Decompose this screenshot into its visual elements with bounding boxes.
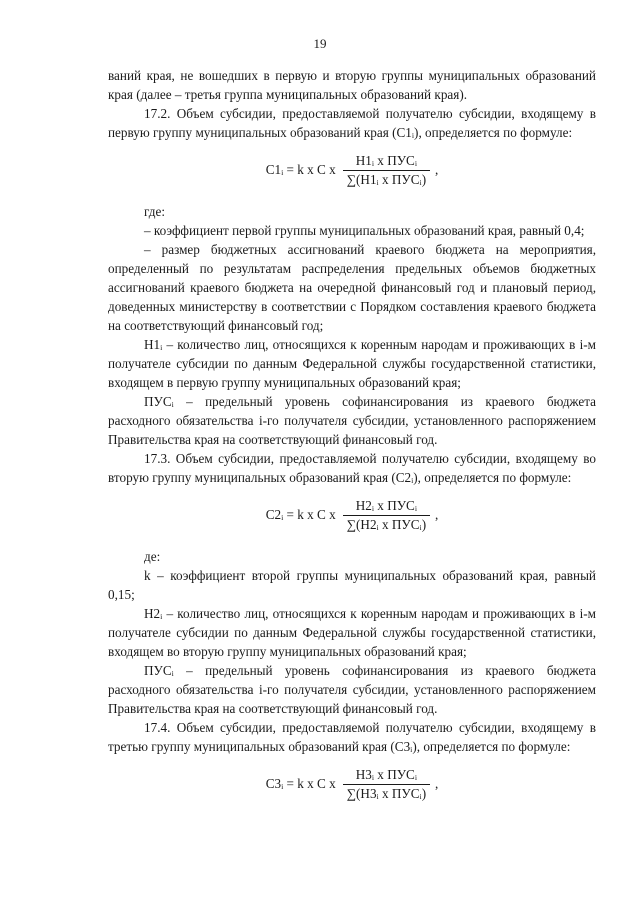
- formula-numerator: Н2ᵢ x ПУСᵢ: [355, 497, 418, 513]
- paragraph: – коэффициент первой группы муниципальных образований края, равный 0,4;: [144, 223, 585, 238]
- formula: [108, 148, 596, 192]
- paragraph: 17.4. Объем субсидии, предоставляемой получателю субсидии, входящему в третью группу муниципальных образований края (С3ᵢ), определяется по формуле:: [108, 720, 596, 754]
- formula-denominator: ∑(Н3ᵢ x ПУСᵢ): [343, 784, 430, 802]
- paragraph: ваний края, не вошедших в первую и вторую группы муниципальных образований края (далее – третья группа муниципальных образований края).: [108, 68, 596, 102]
- formula-denominator: ∑(Н2ᵢ x ПУСᵢ): [343, 515, 430, 533]
- formula-fraction: [342, 767, 431, 802]
- paragraph: Н2ᵢ – количество лиц, относящихся к коренным народам и проживающих в i-м получателе субсидии по данным Федеральной службы государственной статистики, входящем во вторую группу муниципальных образований края;: [108, 606, 596, 659]
- formula-denominator: ∑(Н1ᵢ x ПУСᵢ): [343, 170, 430, 188]
- formula-numerator: Н1ᵢ x ПУСᵢ: [355, 152, 418, 168]
- paragraph: ПУСᵢ – предельный уровень софинансирования из краевого бюджета расходного обязательства i-го получателя субсидии, установленного распоряжением Правительства края на соответствующий финансовый год.: [108, 394, 596, 447]
- paragraph: k – коэффициент второй группы муниципальных образований края, равный 0,15;: [108, 568, 596, 602]
- formula-punctuation: ,: [435, 162, 439, 177]
- document-body: [108, 66, 596, 816]
- paragraph: Н1ᵢ – количество лиц, относящихся к коренным народам и проживающих в i-м получателе субсидии по данным Федеральной службы государственной статистики, входящем в первую группу муниципальных образований края;: [108, 337, 596, 390]
- formula-punctuation: ,: [435, 776, 439, 791]
- page-number: 19: [313, 36, 327, 51]
- formula: [108, 762, 596, 806]
- formula: [108, 493, 596, 537]
- formula-lhs: С2ᵢ = k x С x: [265, 507, 336, 522]
- formula-fraction: [342, 153, 431, 188]
- formula-fraction: [342, 498, 431, 533]
- paragraph: где:: [144, 204, 165, 219]
- formula-lhs: С3ᵢ = k x С x: [265, 776, 336, 791]
- paragraph: – размер бюджетных ассигнований краевого бюджета на мероприятия, определенный по результатам распределения предельных объемов бюджетных ассигнований краевого бюджета на очередной финансовый год и плановый период, доведенных министерству в соответствии с Порядком составления краевого бюджета на соответствующий финансовый год;: [108, 242, 596, 333]
- formula-numerator: Н3ᵢ x ПУСᵢ: [355, 766, 418, 782]
- paragraph: 17.2. Объем субсидии, предоставляемой получателю субсидии, входящему в первую группу муниципальных образований края (С1ᵢ), определяется по формуле:: [108, 106, 596, 140]
- formula-punctuation: ,: [435, 507, 439, 522]
- formula-lhs: С1ᵢ = k x С x: [265, 162, 336, 177]
- paragraph: 17.3. Объем субсидии, предоставляемой получателю субсидии, входящему во вторую группу муниципальных образований края (С2ᵢ), определяется по формуле:: [108, 451, 596, 485]
- paragraph: ПУСᵢ – предельный уровень софинансирования из краевого бюджета расходного обязательства i-го получателя субсидии, установленного распоряжением Правительства края на соответствующий финансовый год.: [108, 663, 596, 716]
- paragraph: де:: [144, 549, 161, 564]
